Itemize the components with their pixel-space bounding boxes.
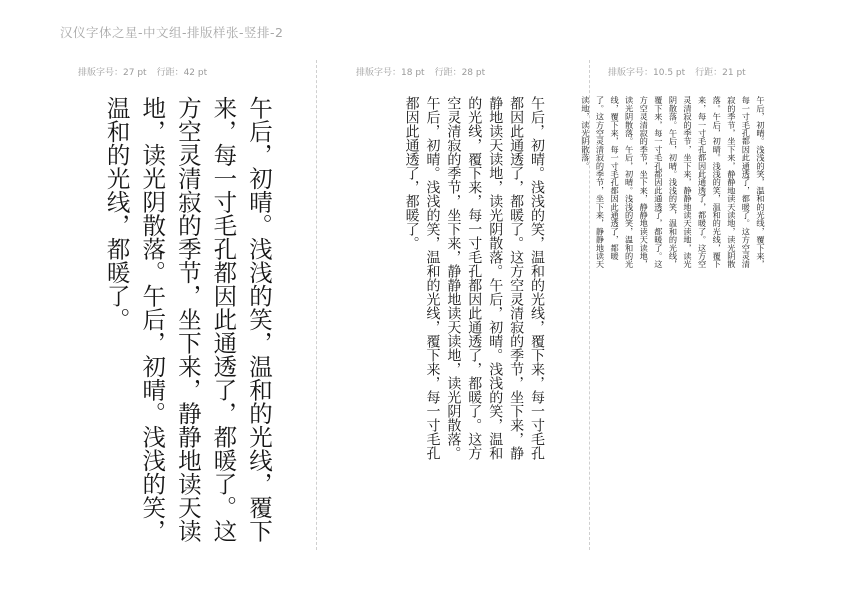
page-title: 汉仪字体之星-中文组-排版样张-竖排-2 — [60, 25, 284, 40]
leading-label: 行距：28 pt — [434, 68, 486, 78]
spec-label-27pt — [78, 65, 207, 78]
font-size-label: 排版字号：10.5 pt — [608, 68, 686, 78]
font-size-label: 排版字号：18 pt — [356, 68, 425, 78]
font-size-label: 排版字号：27 pt — [78, 68, 147, 78]
spec-label-10-5pt — [608, 65, 746, 78]
sample-text-10-5pt: 午后，初晴。浅浅的笑，温和的光线，覆下来，每一寸毛孔都因此通透了，都暖了。这方空灵清寂的季节，坐下来，静静地读天读地，读光阴散落。午后，初晴。浅浅的笑，温和的光线，覆下来，每一寸毛孔都因此通透了，都暖了。这方空灵清寂的季节，坐下来，静静地读天读地，读光阴散落。午后，初晴。浅浅的笑，温和的光线，覆下来，每一寸毛孔都因此通透了，都暖了。这方空灵清寂的季节，坐下来，静静地读天读地，读光阴散落。午后，初晴。浅浅的笑，温和的光线，覆下来，每一寸毛孔都因此通透了，都暖了。这方空灵清寂的季节，坐下来，静静地读天读地，读光阴散落。 — [580, 96, 766, 269]
leading-label: 行距：42 pt — [156, 68, 208, 78]
sample-text-27pt: 午后，初晴。浅浅的笑，温和的光线，覆下来，每一寸毛孔都因此通透了，都暖了。这方空灵清寂的季节，坐下来，静静地读天读地，读光阴散落。午后，初晴。浅浅的笑，温和的光线，都暖了。 — [102, 96, 273, 543]
spec-label-18pt — [356, 65, 485, 78]
sample-text-18pt: 午后，初晴。浅浅的笑，温和的光线，覆下来，每一寸毛孔都因此通透了，都暖了。这方空灵清寂的季节，坐下来，静静地读天读地，读光阴散落。午后，初晴。浅浅的笑，温和的光线，覆下来，每一寸毛孔都因此通透了，都暖了。这方空灵清寂的季节，坐下来，静静地读天读地，读光阴散落。午后，初晴。浅浅的笑，温和的光线，覆下来，每一寸毛孔都因此通透了，都暖了。 — [403, 96, 545, 460]
column-divider-1 — [316, 60, 317, 550]
leading-label: 行距：21 pt — [695, 68, 746, 78]
